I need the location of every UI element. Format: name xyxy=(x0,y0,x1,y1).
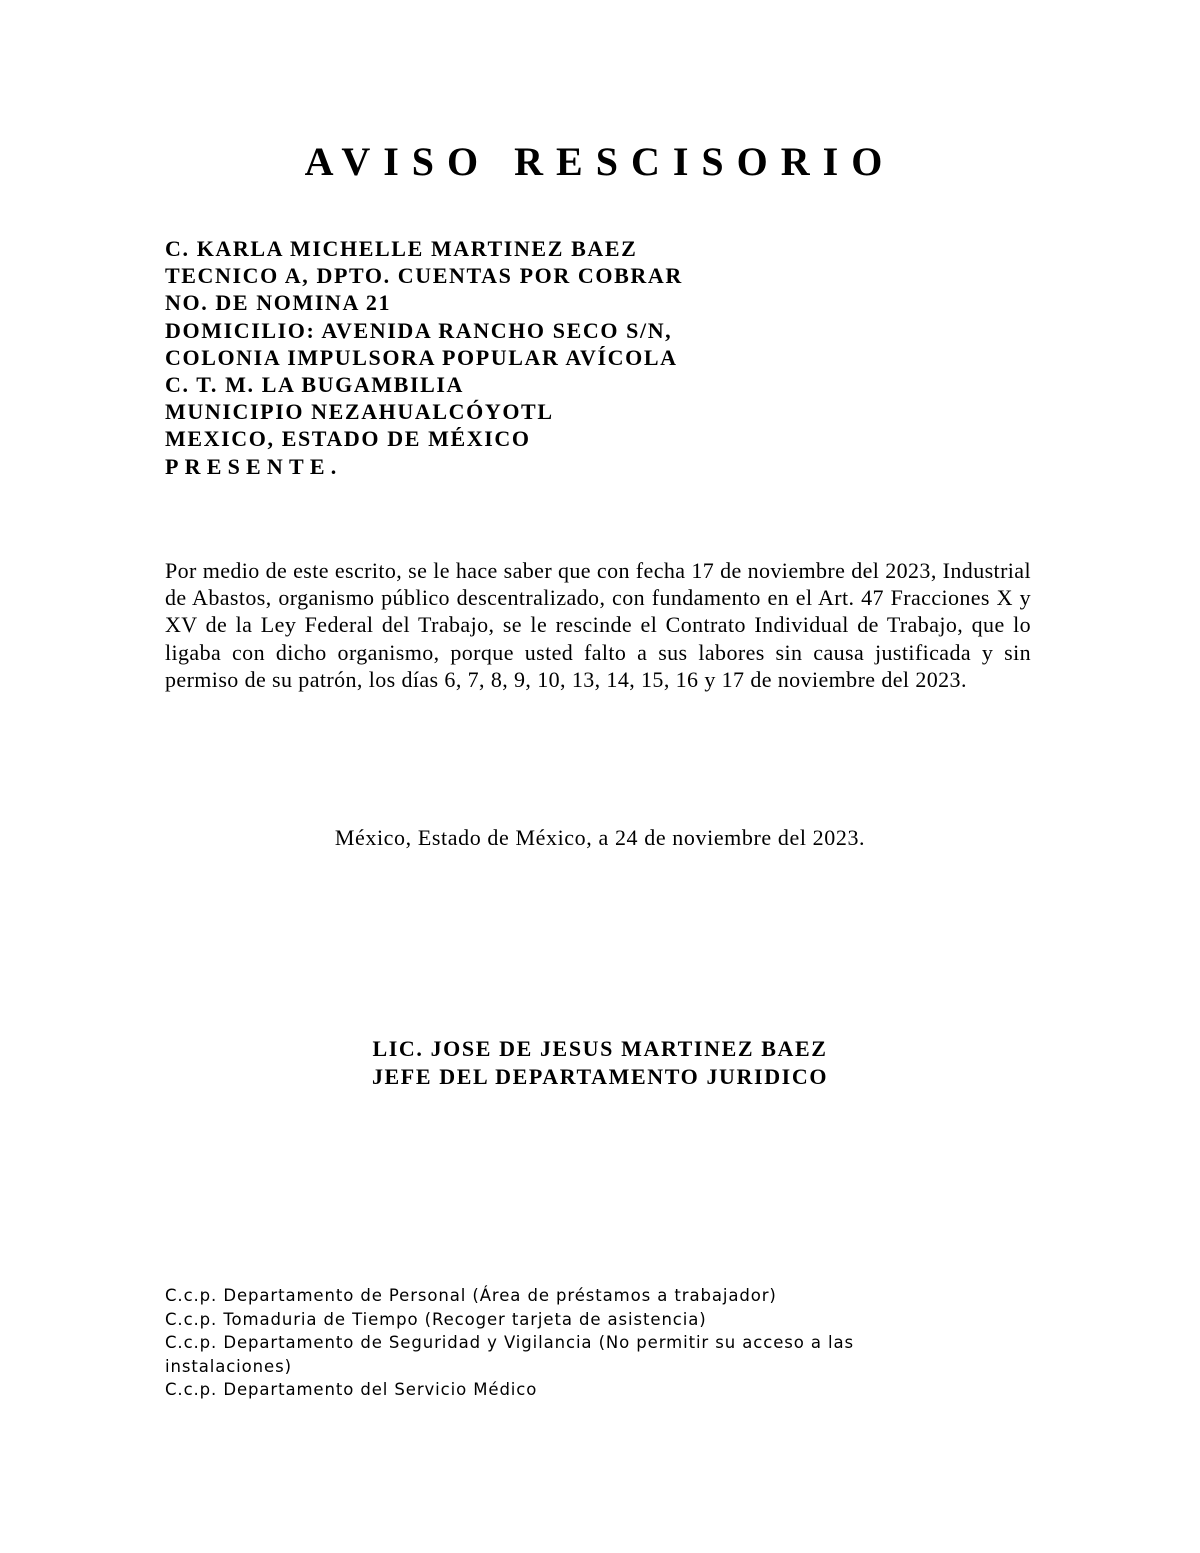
cc-item: C.c.p. Departamento de Seguridad y Vigilancia (No permitir su acceso a las instalaciones) xyxy=(165,1333,855,1376)
recipient-block xyxy=(165,235,965,480)
signature-block xyxy=(0,1035,1200,1090)
recipient-address-colony: COLONIA IMPULSORA POPULAR AVÍCOLA xyxy=(165,344,678,370)
signatory-name: LIC. JOSE DE JESUS MARTINEZ BAEZ xyxy=(372,1036,828,1061)
cc-item: C.c.p. Tomaduria de Tiempo (Recoger tarjeta de asistencia) xyxy=(165,1309,707,1329)
carbon-copy-list xyxy=(165,1284,945,1402)
recipient-payroll-number: NO. DE NOMINA 21 xyxy=(165,290,392,316)
signatory-position: JEFE DEL DEPARTAMENTO JURIDICO xyxy=(371,1063,829,1089)
recipient-position: TECNICO A, DPTO. CUENTAS POR COBRAR xyxy=(165,263,683,289)
recipient-address-street: DOMICILIO: AVENIDA RANCHO SECO S/N, xyxy=(165,317,673,343)
cc-item: C.c.p. Departamento del Servicio Médico xyxy=(165,1380,538,1399)
recipient-address-ctm: C. T. M. LA BUGAMBILIA xyxy=(165,372,465,398)
cc-item: C.c.p. Departamento de Personal (Área de préstamos a trabajador) xyxy=(165,1286,777,1305)
recipient-address-state: MEXICO, ESTADO DE MÉXICO xyxy=(165,426,531,452)
salutation: PRESENTE. xyxy=(165,453,343,479)
body-paragraph: Por medio de este escrito, se le hace saber que con fecha 17 de noviembre del 2023, Industrial de Abastos, organismo público descentralizado, con fundamento en el Art. 47 Fracciones X y XV de la Ley Federal del Trabajo, se le rescinde el Contrato Individual de Trabajo, que lo ligaba con dicho organismo, porque usted falto a sus labores sin causa justificada y sin permiso de su patrón, los días 6, 7, 8, 9, 10, 13, 14, 15, 16 y 17 de noviembre del 2023. xyxy=(165,558,1031,692)
place-and-date: México, Estado de México, a 24 de noviembre del 2023. xyxy=(334,825,866,850)
recipient-address-municipality: MUNICIPIO NEZAHUALCÓYOTL xyxy=(165,399,554,425)
recipient-name: C. KARLA MICHELLE MARTINEZ BAEZ xyxy=(165,236,638,261)
document-title: AVISO RESCISORIO xyxy=(304,139,896,184)
